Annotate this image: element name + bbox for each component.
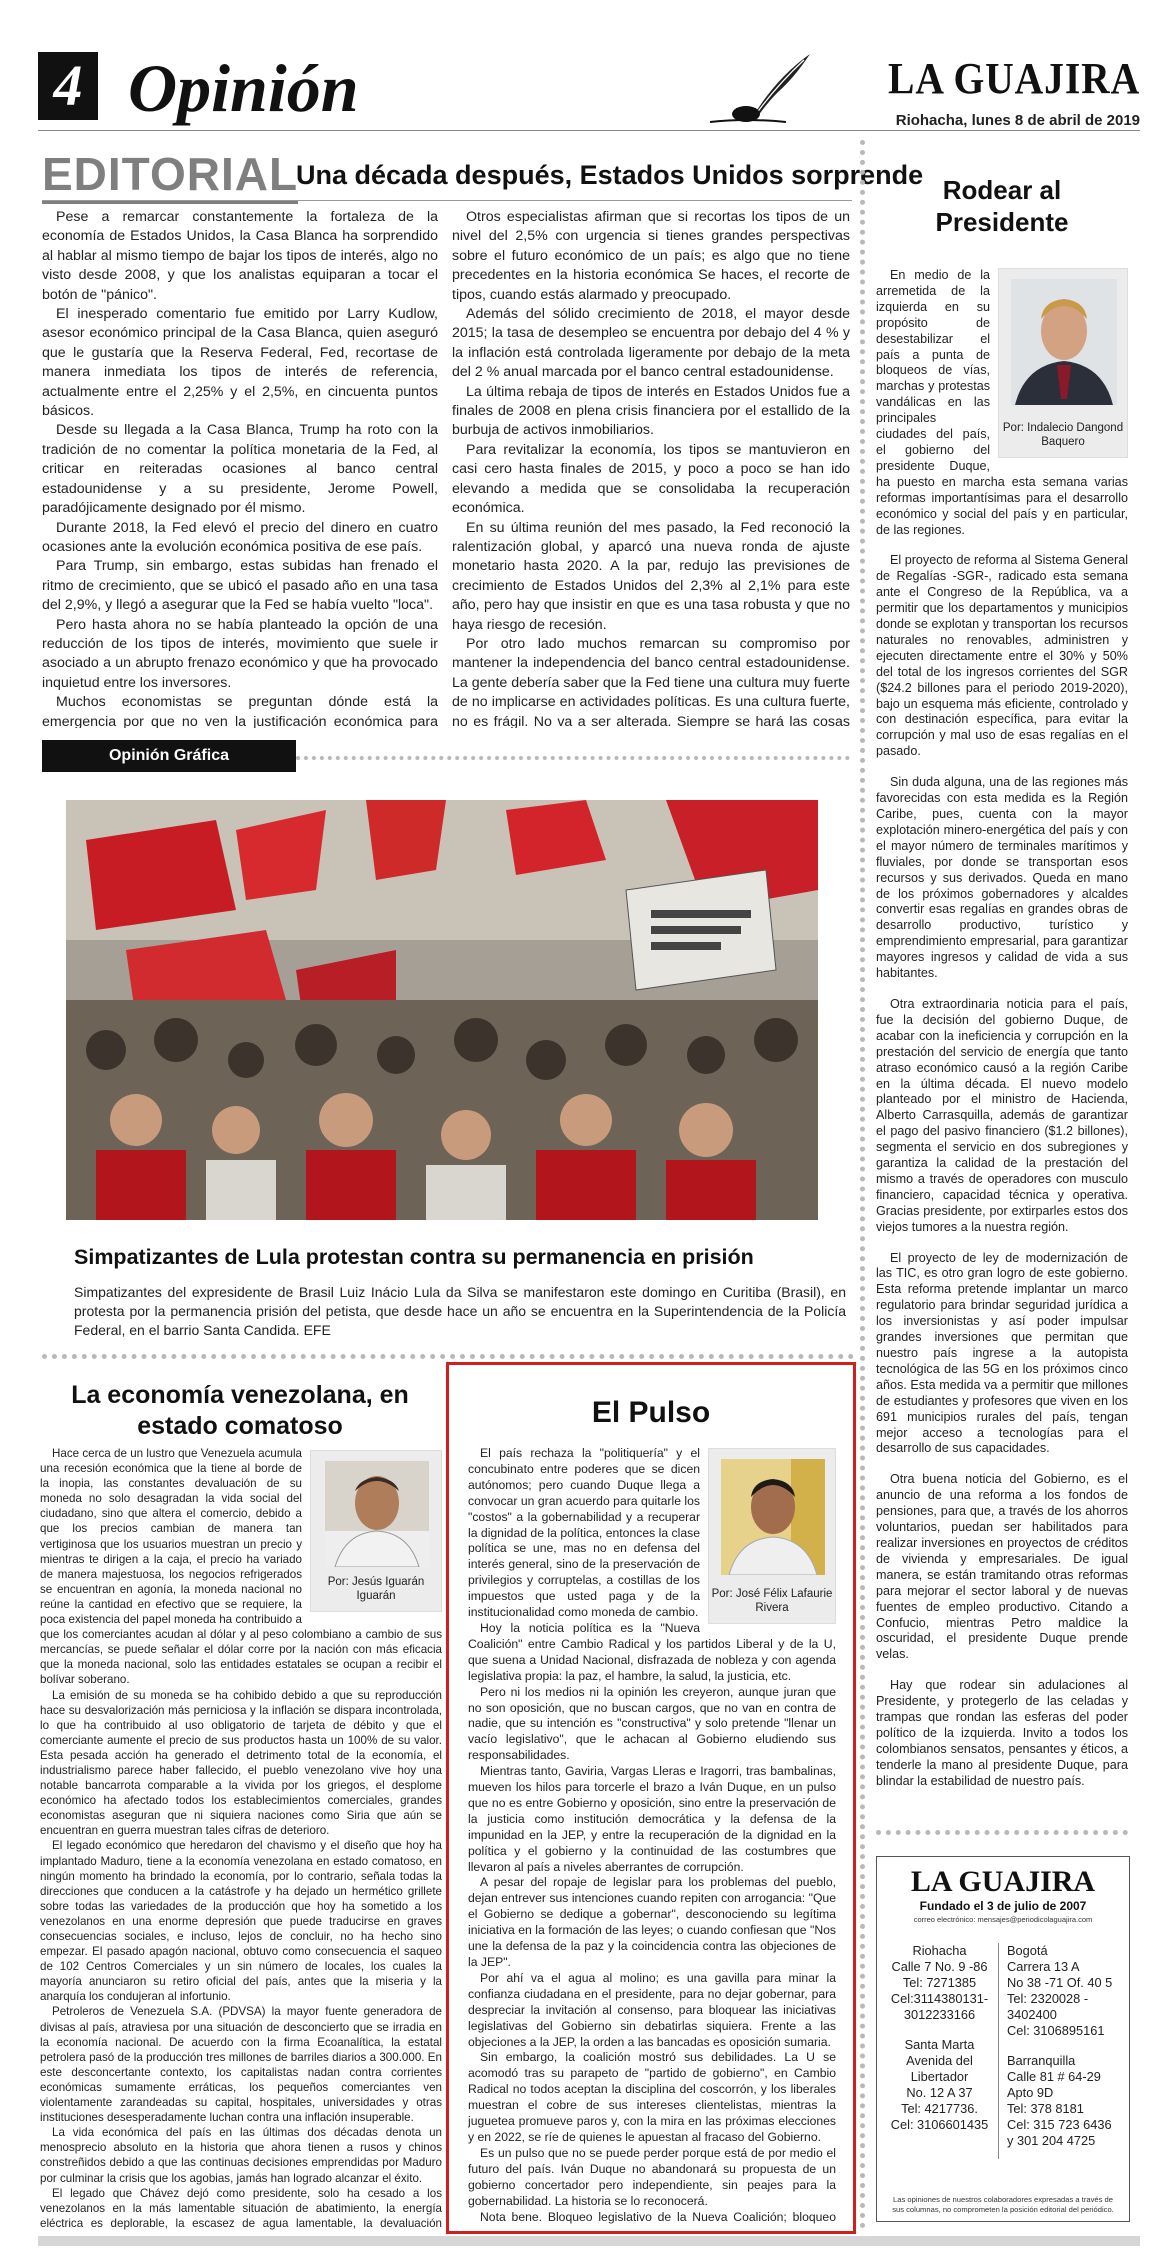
paragraph: En medio de la arremetida de la izquierda en su propósito de desestabilizar el país a punta de bloqueos de vías, marchas y protestas vandálicas en las principales ciudades del país, el gobierno del presidente Duque, ha puesto en marcha esta semana varias reformas importantísimas para el desarrollo económico y social del país y en particular, de las regiones. [876,268,1128,537]
address-line: Libertador [910,2069,969,2084]
author-credit: Por: José Félix Lafaurie Rivera [711,1588,833,1614]
paragraph: Para Trump, sin embargo, estas subidas han frenado el ritmo de crecimiento, que se ubicó el pasado año en una tasa del 2,9%, y llegó a asegurar que la Fed se había vuelto "loca". [42,558,438,614]
disclaimer: Las opiniones de nuestros colaboradores expresadas a través de sus columnas, no comprometen la posición editorial del periódico. [892,2195,1114,2214]
office-column-right [1007,1943,1119,2149]
el-pulso-title: El Pulso [591,1396,711,1429]
address-line: Cel:3114380131- [890,1991,989,2006]
paragraph: La emisión de su moneda se ha cohibido debido a que su reproducción hace su desvalorización más perniciosa y la inflación se dispara incontrolada, lo que ha contribuido al uso obligatorio de tarjeta de débito y que el comerciante aumente el precio de sus productos hasta un 100% de su valor. Esta pesada acción ha generado el detrimento total de la economía, el industrialismo parece haber fallecido, el pueblo venezolano vive hoy una notable bancarrota comparable a la vivida por los griegos, el desplome económico ha afectado todos los establecimientos comerciales, grandes economistas aseguran que ni siquiera naciones como Siria que aún se encuentran en guerra muestran tales cifras de deterioro. [40,1688,442,1838]
editorial-kicker: EDITORIAL [42,148,298,204]
paragraph: Otra extraordinaria noticia para el país, fue la decisión del gobierno Duque, de acabar con la ineficiencia y corrupción en la prestación del servicio de energía que tanto atraso económico causó a la región Caribe en la última década. El nuevo modelo planteado por el ministro de Hacienda, Alberto Carrasquilla, además de garantizar el pago del pasivo financiero ($1.2 billones), segmenta el servicio en dos subregiones y garantiza la calidad de la prestación del mismo a través de operadores con musculo financiero, capacidad técnica y operativa. Gracias presidente, por extirparles estos dos viejos tumores a la nuestra región. [876,996,1128,1234]
paragraph: Sin embargo, la coalición mostró sus debilidades. La U se acomodó tras su parapeto de "partido de gobierno", en Cambio Radical no todos aceptan la disciplina del coscorrón, y los liberales muestran el cobre de sus intereses clientelistas, mientras la juguetea promueve paros y, con la mira en las próximas elecciones y en 2022, se ríe de quienes le apuestan al fracaso del Gobierno. [468,2050,836,2144]
editorial-column-2 [452,208,850,728]
address-line: Calle 7 No. 9 -86 [891,1959,988,1974]
section-divider [876,1830,1128,1835]
paragraph: En su última reunión del mes pasado, la Fed reconoció la ralentización global, y aparcó una nueva ronda de ajuste monetario hasta 2020. A la par, redujo las previsiones de crecimiento de Estados Unidos del 2,3% al 2,1% para este año, pero hay que insistir en que es una tasa robusta y que no haya riesgo de recesión. [452,519,850,633]
venezuela-title: La economía venezolana, en estado comatoso [71,1381,409,1440]
newspaper-brand: LA GUAJIRA [887,54,1140,103]
address-line: Riohacha [912,1943,967,1958]
paragraph: La última rebaja de tipos de interés en Estados Unidos fue a finales de 2008 en plena crisis financiera por el estallido de la burbuja de activos inmobiliarios. [452,383,850,439]
paragraph: Es un pulso que no se puede perder porque está de por medio el futuro del país. Iván Duque no abandonará su propuesta de un gobierno concertador pero independiente, sin peajes para la gobernabilidad. La historia se lo reconocerá. [468,2145,836,2208]
el-pulso-article [468,1446,836,2226]
masthead-box [876,1856,1130,2222]
paragraph: El país rechaza la "politiquería" y el concubinato entre poderes que se dicen autónomos; pero cuando Duque llega a convocar un gran acuerdo para quitarle los "costos" a la gobernabilidad y a recuperar la dignidad de la política, entonces la clase política se une, mas no en defensa del interés general, sino de la preservación de privilegios y corruptelas, a costillas de los impuestos que usted paga y de la institucionalidad como moneda de cambio. [468,1446,700,1620]
address-line: No 38 -71 Of. 40 5 [1007,1975,1113,1990]
quill-ink-icon [706,48,816,126]
address-line: Cel: 315 723 6436 [1007,2117,1112,2132]
paragraph: El inesperado comentario fue emitido por Larry Kudlow, asesor económico principal de la Casa Blanca, quien aseguró que le gustaría que la Reserva Federal, Fed, recortase de manera inmediata los tipos de interés de referencia, actualmente entre el 2,25% y el 2,5%, en cincuenta puntos básicos. [42,306,438,420]
paragraph: Muchos economistas se preguntan dónde está la emergencia por que no ven la justificación económica para [42,694,438,728]
paragraph: Pero ni los medios ni la opinión les creyeron, aunque juran que no son oposición, que no buscan cargos, que no van en contra de nadie, que su intención es "constructiva" y solo pretende "llenar un vacío legislativo", que le achacan al Gobierno eludiendo sus responsabilidades. [468,1684,836,1763]
address-line: No. 12 A 37 [906,2085,973,2100]
page-number: 4 [38,52,98,120]
author-photo [721,1459,825,1575]
author-credit: Por: Jesús Iguarán Iguarán [327,1576,425,1602]
editorial-column-1 [42,208,438,728]
section-divider [296,756,850,760]
author-photo [325,1461,429,1567]
column-divider [860,140,865,2230]
paragraph: El proyecto de reforma al Sistema General de Regalías -SGR-, radicado esta semana ante el Congreso de la República, va a permitir que los departamentos y municipios donde se explotan y transportan los recursos naturales no renovables, administren y ejecuten directamente entre el 30% y 50% del total de los ingresos corrientes del SGR ($24.2 billones para el periodo 2019-2020), bajo un esquema más eficiente, controlado y con destinación específica, para evitar la corrupción y mal uso de esas regalías en el pasado. [876,553,1128,759]
paragraph: Mientras tanto, Gaviria, Vargas Lleras e Iragorri, tras bambalinas, mueven los hilos para torcerle el brazo a Iván Duque, en un pulso que no es entre Gobierno y oposición, sino entre la preservación de la justicia como institución democrática y la defensa de la impunidad en la JEP, y entre la recuperación de la dignidad en la política y el gobierno y la continuidad de las costumbres que llevaron al país a niveles aberrantes de corrupción. [468,1764,836,1874]
paragraph: Hace cerca de un lustro que Venezuela acumula una recesión económica que la tiene al borde de la inopia, las constantes devaluación de su moneda no solo desagradan la vida social del ciudadano, sino que altera el comercio, debido a que los precios cambian de manera tan vertiginosa que los usuarios muestran un precio y mientras te dirigen a la caja, el precio ha variado de manera majestuosa, los negocios refrigerados se encuentran en agonía, la moneda nacional no reúne la cantidad en efectivo que se requiere, la poca existencia del papel moneda ha contribuido a que los comerciantes acudan al dólar y al peso colombiano a cambio de sus mercancías, se puede señalar el dólar corre por la nación con más eficacia que la moneda nacional, solo las entidades estatales se ocupan a recibir el bolívar soberano. [40,1447,442,1687]
author-credit: Por: Indalecio Dangond Baquero [1002,422,1124,448]
paragraph: Pese a remarcar constantemente la fortaleza de la economía de Estados Unidos, la Casa Blanca ha sorprendido al hablar al mismo tiempo de bajar los tipos de interés, algo no visto desde 2008, y que los analistas equiparan a tocar el botón de "pánico". [42,209,438,303]
address-line: y 301 204 4725 [1007,2133,1096,2148]
dateline: Riohacha, lunes 8 de abril de 2019 [895,112,1140,129]
paragraph: Otra buena noticia del Gobierno, es el anuncio de una reforma a los fondos de pensiones, para que, a través de los ahorros voluntarios, puedan ser habilitados para realizar inversiones en proyectos de créditos de vivienda y empresariales. De igual manera, se están tramitando otras reformas para mejorar el sector laboral y de nuevas fuentes de empleo productivo. Citando a Confucio, mientras Petro maldice la oscuridad, el presidente Duque prende velas. [876,1472,1128,1662]
rodear-title: Rodear al Presidente [935,175,1069,237]
address-spacer [1007,2039,1119,2053]
paragraph: El legado que Chávez dejó como presidente, solo ha cesado a los venezolanos en la más lamentable situación de abatimiento, la energía eléctrica es deplorable, la escasez de agua lamentable, la devaluación [40,2186,442,2230]
office-addresses [887,1943,1119,2163]
photo-headline: Simpatizantes de Lula protestan contra su permanencia en prisión [74,1245,754,1269]
page-bottom-rule [38,2236,1140,2246]
paragraph: Nota bene. Bloqueo legislativo de la Nueva Coalición; bloqueo [480,2209,836,2224]
section-title: Opinión [128,50,359,126]
rodear-article [876,268,1128,1798]
address-line: Barranquilla [1007,2053,1076,2068]
address-line: Bogotá [1007,1943,1048,1958]
author-photo [1011,279,1117,405]
address-line: Cel: 3106895161 [1007,2023,1105,2038]
paragraph: Además del sólido crecimiento de 2018, el mayor desde 2015; la tasa de desempleo se encuentra por debajo del 4 % y la inflación está controlada ligeramente por debajo de la meta del 2 % anual marcada por el banco central estadounidense. [452,306,850,381]
founded-line: Fundado el 3 de julio de 2007 [919,1899,1087,1913]
address-line: Santa Marta [904,2037,975,2052]
paragraph: Otros especialistas afirman que si recortas los tipos de un nivel del 2,5% con urgencia si tienes grandes perspectivas sobre el futuro económico de un país; es algo que no tiene precedentes en la historia económica Se haces, el recorte de tipos, cuando estás alarmado y preocupado. [452,209,850,303]
address-line: Avenida del [906,2053,973,2068]
opinion-grafica-label: Opinión Gráfica [42,740,296,772]
paragraph: Para revitalizar la economía, los tipos se mantuvieron en casi cero hasta finales de 2015, y poco a poco se han ido elevando a medida que se consolidaba la recuperación económica. [452,441,850,517]
paragraph: Por otro lado muchos remarcan su compromiso por mantener la independencia del banco central estadounidense. La gente debería saber que la Fed tiene una cultura muy fuerte de no implicarse en actividades políticas. Es una cultura fuerte, no es frágil. No va a ser alterada. Siempre se hará las cosas [452,635,850,728]
photo-caption: Simpatizantes del expresidente de Brasil Luiz Inácio Lula da Silva se manifestaron este domingo en Curitiba (Brasil), en protesta por la permanencia prisión del petista, que desde hace un año se encuentra en la Superintendencia de la Policía Federal, en el barrio Santa Candida. EFE [74,1284,846,1338]
contact-email: correo electrónico: mensajes@periodicolaguajira.com [913,1915,1093,1924]
address-line: 3402400 [1007,2007,1057,2022]
masthead-brand: LA GUAJIRA [910,1865,1096,1898]
editorial-rule [42,200,852,201]
author-photo-box [310,1450,442,1612]
address-spacer [887,2023,992,2037]
paragraph: Petroleros de Venezuela S.A. (PDVSA) la mayor fuente generadora de divisas al país, atraviesa por una situación de desconcierto que se irradia en la economía nacional. De acuerdo con la firma Ecoanalítica, la estatal petrolera pasó de la producción tres millones de barriles diarios a 300.000. En este desconcertante contexto, los capitalistas nadan contra corrientes económicas sumamente erráticas, los pequeños comerciantes ven violentamente zarandeadas su capital, hospitales, universidades y otras instituciones desesperadamente luchan contra una inflación insuperable. [40,2005,442,2125]
paragraph: Por ahí va el agua al molino; es una gavilla para minar la confianza ciudadana en el presidente, para no dejar gobernar, para despreciar la invitación al consenso, para bloquear las iniciativas legislativas del Gobierno sin debatirlas siquiera. Frente a las objeciones a la JEP, la orden a las bancadas es oposición sumaria. [468,1970,836,2049]
address-line: Tel: 2320028 - [1007,1991,1089,2006]
paragraph: La vida económica del país en las últimas dos décadas denota un menosprecio absoluto en la historia que ahora tienen a rusos y chinos constreñidos debido a que las continuas decisiones emprendidas por Maduro por culminar la crisis que los agobias, jamás han logrado alcanzar el éxito. [40,2126,442,2185]
paragraph: El proyecto de ley de modernización de las TIC, es otro gran logro de este gobierno. Esta reforma pretende implantar un marco regulatorio para brindar seguridad jurídica a los inversionistas y así poder impulsar grandes inversiones que permitan que nuestro país ingrese a la autopista tecnológica de las 5G en los próximos cinco años. Esta medida va a permitir que millones de estudiantes y profesores que viven en los 691 municipios rurales del país, tengan mejor acceso a tecnologías para el desarrollo de sus capacidades. [876,1250,1128,1456]
address-line: Tel: 378 8181 [1007,2101,1084,2116]
header-rule [38,130,1140,131]
author-photo-box [708,1448,836,1624]
paragraph: Durante 2018, la Fed elevó el precio del dinero en cuatro ocasiones ante la evolución económica positiva de ese país. [42,519,438,555]
address-line: Tel: 7271385 [902,1975,977,1990]
venezuela-article [40,1446,442,2230]
address-line: Tel: 4217736. [901,2101,978,2116]
address-line: Calle 81 # 64-29 [1007,2069,1101,2084]
paragraph: Pero hasta ahora no se había planteado la opción de una reducción de los tipos de interés, movimiento que suele ir asociado a un abrupto frenazo económico y que ha provocado inquietud entre los inversores. [42,616,438,691]
page-header [38,44,1140,130]
paragraph: A pesar del ropaje de legislar para los problemas del pueblo, dejan entrever sus intenciones cuando repiten con arrogancia: "Que el Gobierno se dedique a gobernar", desconociendo su legítima iniciativa en la formación de las leyes; o cuando confiesan que "Nos une la defensa de la paz y la coincidencia contra las objeciones de la JEP". [468,1875,836,1969]
paragraph: Hoy la noticia política es la "Nueva Coalición" entre Cambio Radical y los partidos Liberal y de la U, que suena a Unidad Nacional, disfrazada de nobleza y con agenda legislativa propia: la paz, el hambre, la salud, la justicia, etc. [468,1620,836,1683]
paragraph: Hay que rodear sin adulaciones al Presidente, y protegerlo de las celadas y trampas que rondan las esferas del poder político de la izquierda. Invito a todos los colombianos sensatos, pensantes y éticos, a tenderle la mano al presidente Duque, para blindar la estabilidad de nuestro país. [876,1678,1128,1788]
paragraph: Sin duda alguna, una de las regiones más favorecidas con esta medida es la Región Caribe, pues, cuenta con la mayor explotación minero-energética del país y con el mayor número de terminales marítimos y fluviales, por donde se transportan esos recursos y sus derivados. Queda en mano de los próximos gobernadores y alcaldes convertir esas regalías en grandes obras de desarrollo productivo, turístico y emprendimiento empresarial, para garantizar mayores ingresos y calidad de vida a sus habitantes. [876,775,1128,981]
paragraph: El legado económico que heredaron del chavismo y el diseño que hoy ha implantado Maduro, tiene a la economía venezolana en estado comatoso, en ningún momento ha brindado la economía, por lo contrario, señala todas la direcciones que conducen a la catástrofe y ha dejado un hermético grillete sobre todas las variedades de la producción que hoy ha sometido a los venezolanos en una enorme depresión que puede traducirse en graves consecuencias sociales, e incluso, lejos de concluir, no ha hecho sino empezar. El pasado apagón nacional, obtuvo como consecuencia el saqueo de 102 Centros Comerciales y un sin número de locales, los cuales la mayoría anunciaron su retiro oficial del país, antes que la miseria y la anarquía los condujeran al infortunio. [40,1839,442,2004]
editorial-headline: Una década después, Estados Unidos sorprende [296,160,924,190]
address-line: 3012233166 [903,2007,976,2022]
office-column-left [887,1943,999,2159]
address-line: Apto 9D [1007,2085,1054,2100]
paragraph: Desde su llegada a la Casa Blanca, Trump ha roto con la tradición de no comentar la política monetaria de la Fed, al criticar en reiteradas ocasiones al banco central estadounidense y a su presidente, Jerome Powell, paradójicamente designado por él mismo. [42,422,438,517]
address-line: Carrera 13 A [1007,1959,1080,1974]
protest-photo [66,800,818,1220]
section-divider [42,1354,854,1359]
address-line: Cel: 3106601435 [890,2117,989,2132]
author-photo-box [998,268,1128,458]
